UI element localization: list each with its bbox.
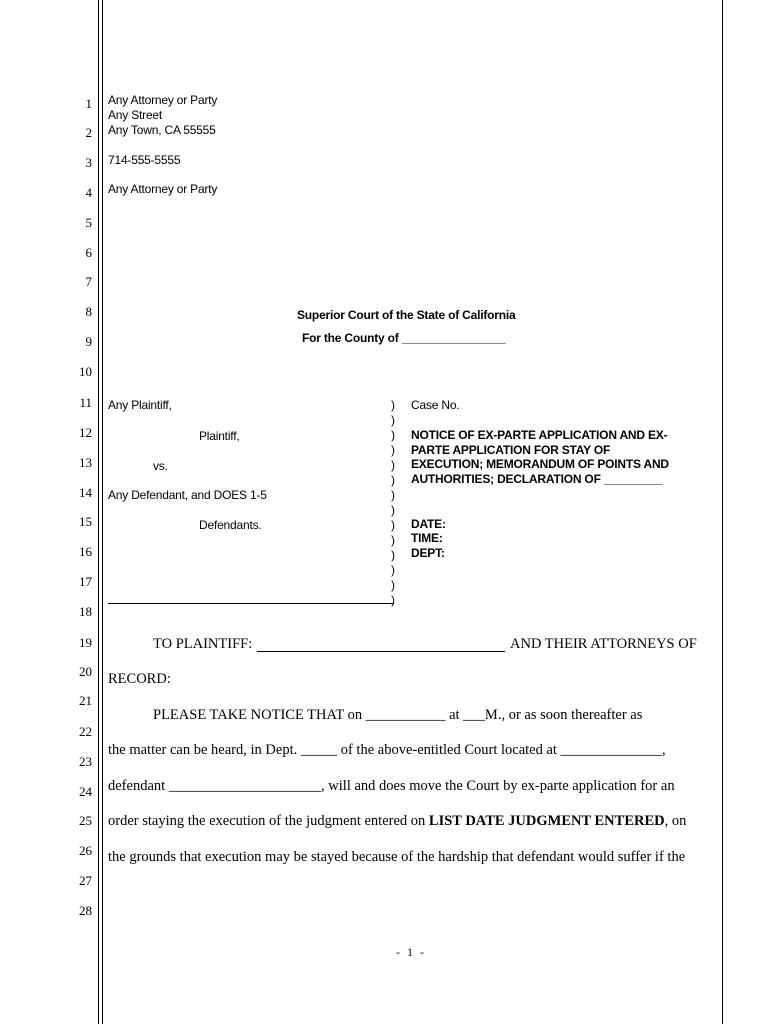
body-text: order staying the execution of the judgment entered on <box>108 813 429 829</box>
line-number: 19 <box>79 635 92 650</box>
line-number: 8 <box>85 304 92 319</box>
line-number: 2 <box>85 125 92 140</box>
body-line: defendant _____________________, will and does move the Court by ex-parte application for an <box>108 778 675 794</box>
body-line <box>108 813 686 830</box>
caption-underline <box>108 603 394 604</box>
plaintiff-name: Any Plaintiff, <box>108 398 172 412</box>
left-margin-rule-outer <box>98 0 99 1024</box>
record-label: RECORD: <box>108 671 171 687</box>
attorney-city: Any Town, CA 55555 <box>108 123 216 137</box>
line-number: 25 <box>79 813 92 828</box>
document-title-line: NOTICE OF EX-PARTE APPLICATION AND EX- <box>411 428 668 442</box>
attorneys-of-label: AND THEIR ATTORNEYS OF <box>510 636 697 652</box>
judgment-date-placeholder: LIST DATE JUDGMENT ENTERED <box>428 813 665 829</box>
line-number: 21 <box>79 693 92 708</box>
line-number: 23 <box>79 754 92 769</box>
line-number: 6 <box>85 245 92 260</box>
line-number: 5 <box>85 215 92 230</box>
line-number: 26 <box>79 843 92 858</box>
line-number: 3 <box>85 155 92 170</box>
line-number: 1 <box>85 96 92 111</box>
defendant-role: Defendants. <box>199 518 262 532</box>
line-number: 12 <box>79 425 92 440</box>
plaintiff-role: Plaintiff, <box>199 429 240 443</box>
line-number: 27 <box>79 873 92 888</box>
line-number: 10 <box>79 364 92 379</box>
line-number: 28 <box>79 903 92 918</box>
right-margin-rule <box>722 0 723 1024</box>
hearing-date-label: DATE: <box>411 517 446 531</box>
line-number: 14 <box>79 485 92 500</box>
defendant-name: Any Defendant, and DOES 1-5 <box>108 488 267 502</box>
hearing-time-label: TIME: <box>411 531 443 545</box>
line-number: 16 <box>79 544 92 559</box>
line-number: 4 <box>85 185 92 200</box>
hearing-dept-label: DEPT: <box>411 546 445 560</box>
body-line: the grounds that execution may be stayed because of the hardship that defendant would suffer if the <box>108 849 686 865</box>
to-plaintiff-label: TO PLAINTIFF: <box>153 636 253 652</box>
page-number: - 1 - <box>396 945 426 959</box>
line-number: 17 <box>79 574 92 589</box>
document-title-line: PARTE APPLICATION FOR STAY OF <box>411 443 611 457</box>
attorney-for: Any Attorney or Party <box>108 182 218 196</box>
document-title-line: EXECUTION; MEMORANDUM OF POINTS AND <box>411 457 669 471</box>
versus-label: vs. <box>153 459 168 473</box>
line-number: 24 <box>79 784 92 799</box>
line-number: 11 <box>79 395 92 410</box>
attorney-street: Any Street <box>108 108 163 122</box>
line-number: 13 <box>79 455 92 470</box>
attorney-name: Any Attorney or Party <box>108 93 218 107</box>
document-title-line: AUTHORITIES; DECLARATION OF _________ <box>411 472 663 486</box>
attorney-phone: 714-555-5555 <box>108 153 181 167</box>
line-number: 22 <box>79 724 92 739</box>
case-number-label: Case No. <box>411 398 460 412</box>
line-number: 7 <box>85 274 92 289</box>
body-line: PLEASE TAKE NOTICE THAT on ___________ at ___M., or as soon thereafter as <box>153 707 643 723</box>
body-line: the matter can be heard, in Dept. _____ of the above-entitled Court located at ______________, <box>108 742 666 758</box>
line-number: 9 <box>85 334 92 349</box>
plaintiff-blank-line <box>257 651 505 652</box>
left-margin-rule-inner <box>102 0 103 1024</box>
line-number: 15 <box>79 514 92 529</box>
court-county: For the County of ________________ <box>302 331 506 345</box>
line-number: 20 <box>79 664 92 679</box>
line-number: 18 <box>79 604 92 619</box>
caption-parentheses: ) ) ) ) ) ) ) ) ) ) ) ) ) ) <box>391 398 395 607</box>
body-text: , on <box>664 813 687 829</box>
court-name: Superior Court of the State of California <box>297 308 516 322</box>
